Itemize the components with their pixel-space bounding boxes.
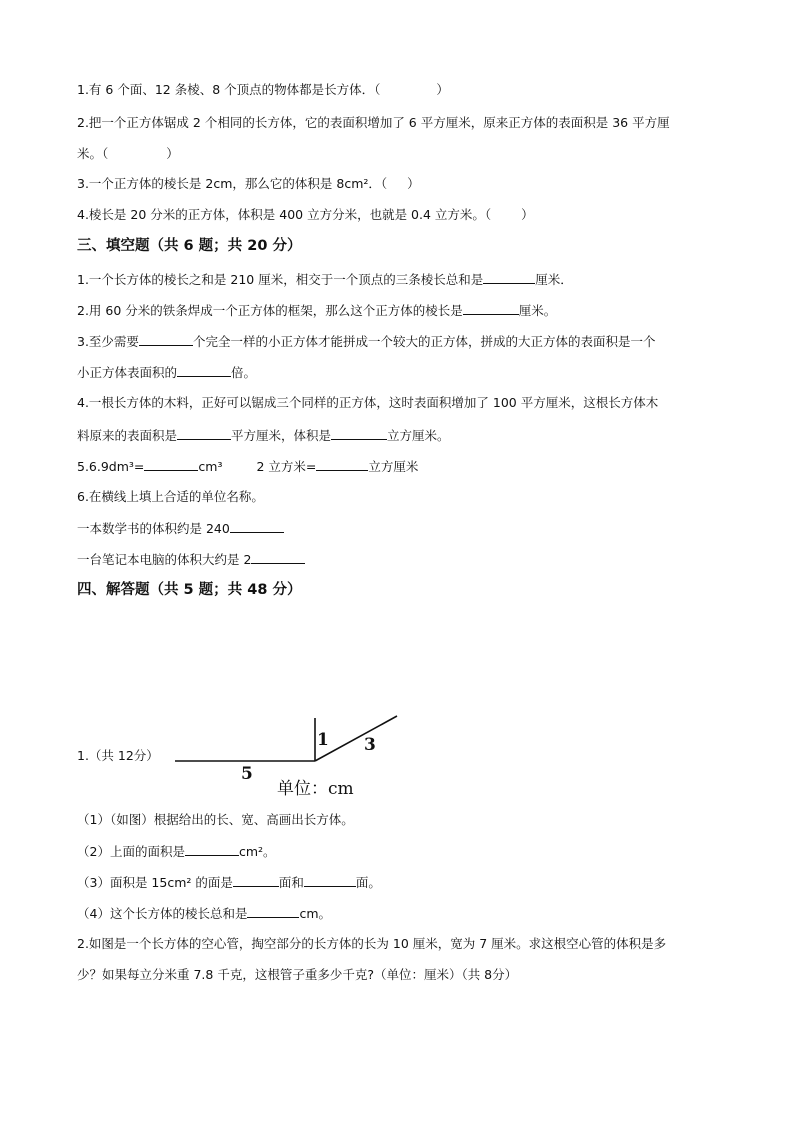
judge-q4-end: ） <box>521 207 534 222</box>
fill-q6-text-a: 一本数学书的体积约是 240 <box>77 521 230 536</box>
answer-blank[interactable] <box>304 873 356 887</box>
answer-blank[interactable] <box>483 270 535 284</box>
fill-q5-text-c: 2 立方米= <box>256 459 317 474</box>
fill-q4-text-b: 料原来的表面积是 <box>77 428 178 443</box>
solve-s4-unit: cm。 <box>299 906 332 921</box>
judge-q2-text-b: 米。（ <box>77 146 109 161</box>
judge-question-4 <box>77 206 534 224</box>
fill-q6-text-b: 一台笔记本电脑的体积大约是 2 <box>77 552 252 567</box>
solve-s3-text-c: 面。 <box>355 875 381 890</box>
fill-question-4 <box>77 394 658 412</box>
solve-q1-part-1: （1）（如图）根据给出的长、宽、高画出长方体。 <box>77 812 354 827</box>
fill-q5-unit-a: cm³ <box>198 459 223 474</box>
fill-q3-text-a: 3.至少需要 <box>77 334 139 349</box>
judge-q3-text: 3.一个正方体的棱长是 2cm，那么它的体积是 8cm²．（ <box>77 176 388 191</box>
unit-label: 单位：cm <box>277 779 354 799</box>
fill-q5-unit-b: 立方厘米 <box>368 459 419 474</box>
fill-q4-text-c: 平方厘米，体积是 <box>231 428 332 443</box>
answer-blank[interactable] <box>247 904 299 918</box>
solve-s3-text-b: 面和 <box>278 875 304 890</box>
fill-question-3 <box>77 332 655 351</box>
fill-question-6b <box>77 550 305 569</box>
answer-blank[interactable] <box>144 457 198 471</box>
fill-q5-text-a: 5.6.9dm³= <box>77 459 145 474</box>
fill-question-6: 6.在横线上填上合适的单位名称。 <box>77 489 264 504</box>
judge-q3-end: ） <box>407 176 420 191</box>
cuboid-dimension-figure <box>77 708 417 808</box>
fill-question-2 <box>77 301 556 320</box>
solve-s3-text: （3）面积是 15cm² 的面是 <box>77 875 233 890</box>
fill-q3-text-d: 倍。 <box>231 365 257 380</box>
fill-q4-text-d: 立方厘米。 <box>387 428 450 443</box>
judge-question-3 <box>77 175 420 193</box>
answer-blank[interactable] <box>139 332 193 346</box>
solve-q1-part-3 <box>77 873 381 892</box>
answer-blank[interactable] <box>230 519 284 533</box>
solve-q1-part-4 <box>77 904 331 923</box>
fill-q2-unit: 厘米。 <box>518 303 557 318</box>
answer-blank[interactable] <box>316 457 368 471</box>
fill-q2-text: 2.用 60 分米的铁条焊成一个正方体的框架，那么这个正方体的棱长是 <box>77 303 463 318</box>
solve-question-2-cont: 少？如果每立分米重 7.8 千克，这根管子重多少千克?（单位：厘米）（共 8分） <box>77 967 518 982</box>
judge-question-1 <box>77 81 449 99</box>
fill-question-4-cont <box>77 426 450 445</box>
judge-question-2 <box>77 114 670 132</box>
fill-question-6a <box>77 519 284 538</box>
fill-question-3-cont <box>77 363 256 382</box>
answer-blank[interactable] <box>185 842 239 856</box>
answer-blank[interactable] <box>251 550 305 564</box>
answer-blank[interactable] <box>331 426 387 440</box>
fill-question-5 <box>77 457 418 476</box>
height-label: 1 <box>317 730 329 750</box>
fill-q3-text-c: 小正方体表面积的 <box>77 365 178 380</box>
answer-blank[interactable] <box>463 301 519 315</box>
section-heading-fill: 三、填空题（共 6 题；共 20 分） <box>77 238 302 254</box>
solve-s2-text: （2）上面的面积是 <box>77 844 185 859</box>
fill-q4-text-a: 4.一根长方体的木料，正好可以锯成三个同样的正方体，这时表面积增加了 100 平方厘米，这根长方体木 <box>77 395 659 410</box>
judge-question-2-cont <box>77 145 179 163</box>
judge-q1-text: 1.有 6 个面、12 条棱、8 个顶点的物体都是长方体．（ <box>77 82 381 97</box>
answer-blank[interactable] <box>177 426 231 440</box>
fill-question-1 <box>77 270 573 289</box>
solve-question-2: 2.如图是一个长方体的空心管，掏空部分的长方体的长为 10 厘米，宽为 7 厘米。求这根空心管的体积是多 <box>77 936 667 951</box>
answer-blank[interactable] <box>177 363 231 377</box>
fill-q3-text-b: 个完全一样的小正方体才能拼成一个较大的正方体，拼成的大正方体的表面积是一个 <box>192 334 656 349</box>
judge-q1-end: ） <box>436 82 449 97</box>
solve-q1-part-2 <box>77 842 276 861</box>
solve-q1-label: 1.（共 12分） <box>77 748 159 763</box>
judge-q2-end: ） <box>166 146 179 161</box>
judge-q4-text: 4.棱长是 20 分米的正方体，体积是 400 立方分米，也就是 0.4 立方米。（ <box>77 207 492 222</box>
answer-blank[interactable] <box>233 873 279 887</box>
fill-q1-unit: 厘米． <box>535 272 573 287</box>
length-label: 5 <box>241 764 253 784</box>
solve-s2-unit: cm²。 <box>238 844 276 859</box>
fill-q1-text: 1.一个长方体的棱长之和是 210 厘米，相交于一个顶点的三条棱长总和是 <box>77 272 484 287</box>
width-label: 3 <box>364 735 376 755</box>
edge-lines-diagram <box>77 708 417 808</box>
judge-q2-text-a: 2.把一个正方体锯成 2 个相同的长方体，它的表面积增加了 6 平方厘米，原来正方体的表面积是 36 平方厘 <box>77 115 670 130</box>
section-heading-solve: 四、解答题（共 5 题；共 48 分） <box>77 582 302 598</box>
solve-s4-text: （4）这个长方体的棱长总和是 <box>77 906 248 921</box>
